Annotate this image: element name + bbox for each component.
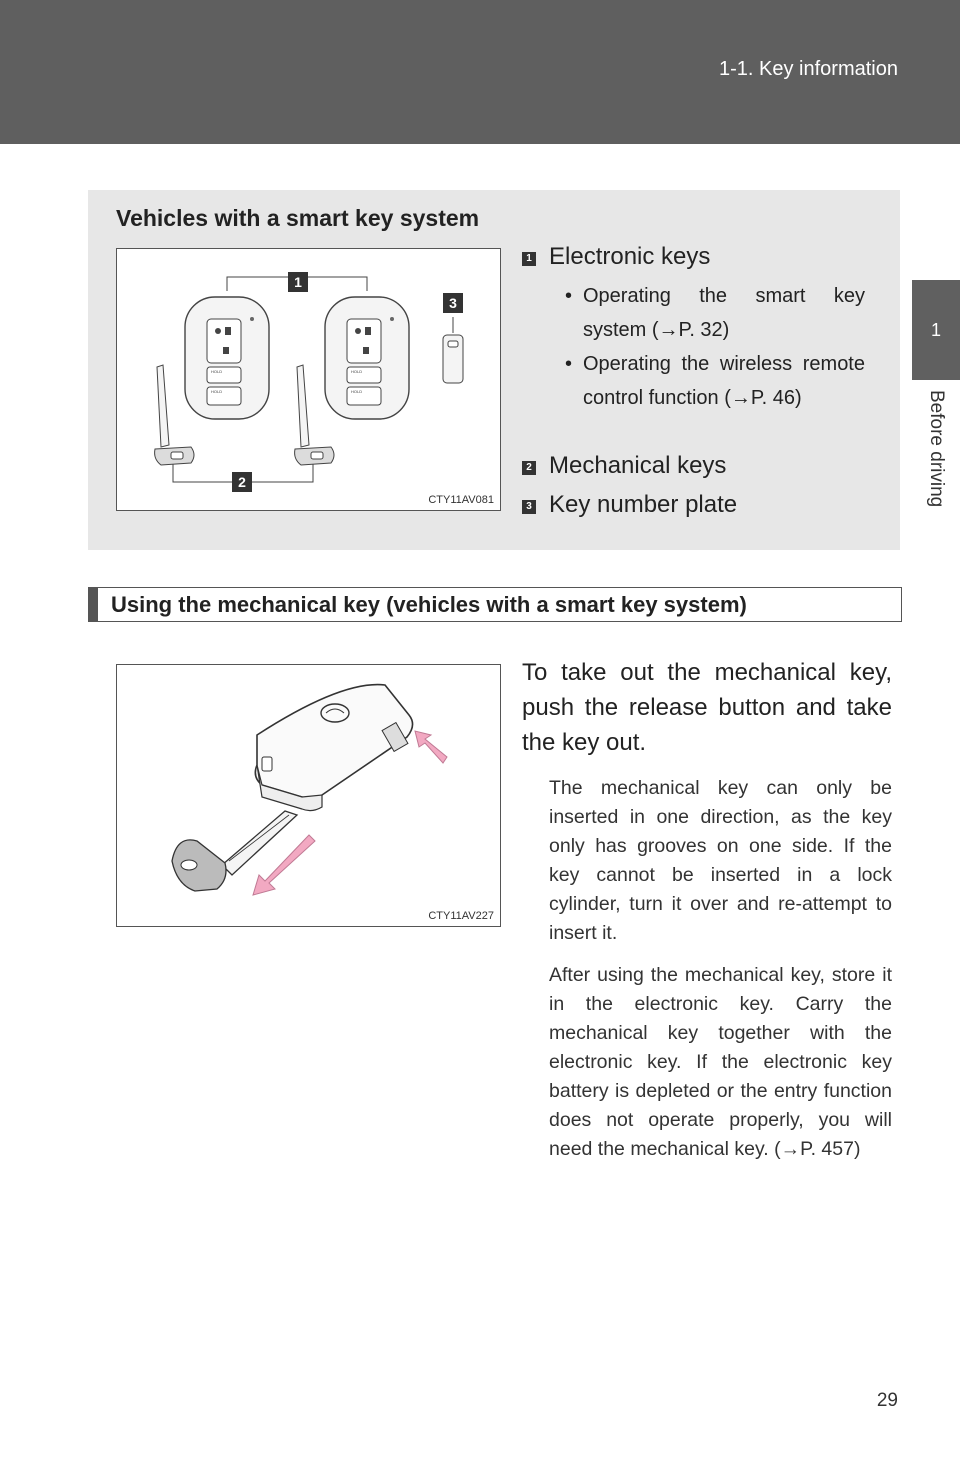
page-number: 29 — [876, 1390, 898, 1411]
section-heading — [88, 587, 902, 622]
box-title: Vehicles with a smart key system — [116, 205, 480, 231]
key-removal-illustration — [117, 665, 500, 926]
fob-button-label: HOLD — [211, 369, 223, 374]
callout-number: 1 — [294, 274, 302, 290]
fob-button-label: HOLD — [211, 389, 223, 394]
item-number-badge: 3 — [522, 500, 536, 514]
legend-item-mechanical-keys: Mechanical keys — [549, 452, 727, 479]
smart-key-illustration — [117, 249, 500, 510]
callout-number: 3 — [449, 295, 457, 311]
note-paragraph: After using the mechanical key, store it in the electronic key. Carry the mechanical key together with the electronic key. If the electronic key battery is depleted or the entry function does not operate properly, you will need the mechanical key. (→P. 457) — [549, 964, 892, 1160]
fob-button-label: HOLD — [351, 389, 363, 394]
bullet-wireless-remote: • Operating the wireless remote control function (→P. 46) — [565, 353, 865, 409]
figure-code: CTY11AV227 — [428, 910, 494, 922]
item-number-badge: 2 — [522, 461, 536, 475]
chapter-tab-number: 1 — [912, 280, 960, 380]
legend-item-electronic-keys: Electronic keys — [549, 243, 711, 270]
smart-key-figure — [116, 248, 501, 511]
figure-code: CTY11AV081 — [428, 494, 494, 506]
fob-button-label: HOLD — [351, 369, 363, 374]
bullet-smart-key: • Operating the smart key system (→P. 32) — [565, 285, 865, 341]
page-header — [0, 0, 960, 144]
legend-item-key-number-plate: Key number plate — [549, 491, 738, 518]
instruction-lead: To take out the mechanical key, push the release button and take the key out. — [522, 659, 892, 756]
item-number-badge: 1 — [522, 252, 536, 266]
section-heading-text: Using the mechanical key (vehicles with a smart key system) — [111, 592, 747, 617]
section-title: 1-1. Key information — [719, 58, 898, 80]
callout-number: 2 — [238, 474, 246, 490]
mechanical-key-figure — [116, 664, 501, 927]
chapter-tab-label: Before driving — [926, 390, 947, 508]
note-paragraph: The mechanical key can only be inserted in one direction, as the key only has grooves on one side. If the key cannot be inserted in a lock cylinder, turn it over and re-attempt to insert it. — [549, 777, 892, 944]
